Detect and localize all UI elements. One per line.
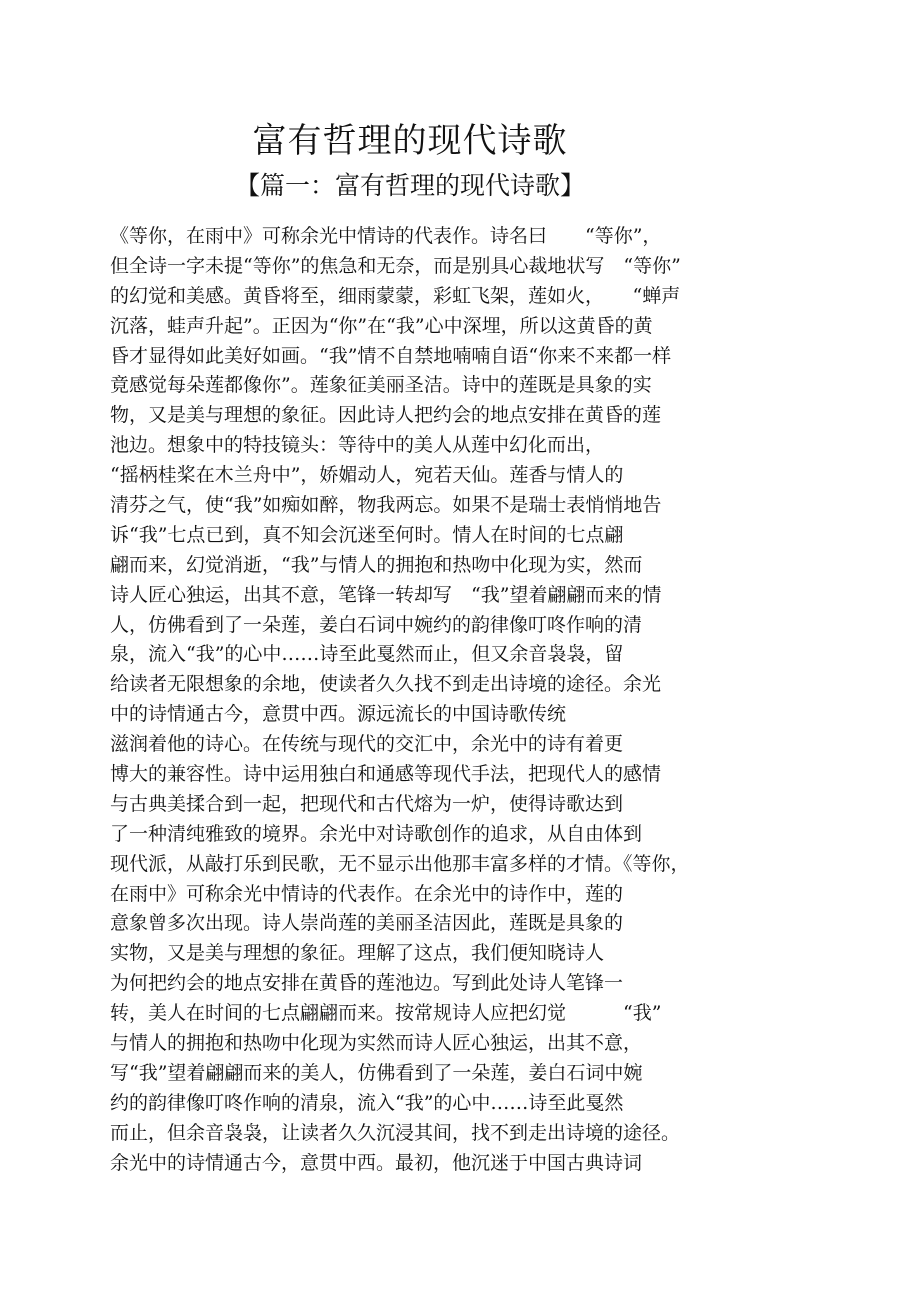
text-line: 滋润着他的诗心。在传统与现代的交汇中，余光中的诗有着更 bbox=[110, 733, 624, 756]
text-line: 了一种清纯雅致的境界。余光中对诗歌创作的追求，从自由体到 bbox=[110, 822, 643, 845]
text-line: 的幻觉和美感。黄昏将至，细雨蒙蒙，彩虹飞架，莲如火， “蝉声 bbox=[110, 284, 681, 307]
text-line: 而止，但余音袅袅，让读者久久沉浸其间，找不到走出诗境的途径。 bbox=[110, 1121, 681, 1144]
page-title: 富有哲理的现代诗歌 bbox=[252, 121, 568, 161]
text-line: 与古典美揉合到一起，把现代和古代熔为一炉，使得诗歌达到 bbox=[110, 792, 624, 815]
text-line: 诉“我”七点已到，真不知会沉迷至何时。情人在时间的七点翩 bbox=[110, 523, 624, 546]
text-line: “摇柄桂桨在木兰舟中”，娇媚动人，宛若天仙。莲香与情人的 bbox=[110, 464, 624, 487]
text-line: 现代派，从敲打乐到民歌，无不显示出他那丰富多样的才情。《等你， bbox=[110, 852, 690, 875]
text-line: 沉落，蛙声升起”。正因为“你”在“我”心中深埋，所以这黄昏的黄 bbox=[110, 314, 653, 337]
text-line: 竟感觉每朵莲都像你”。莲象征美丽圣洁。诗中的莲既是具象的实 bbox=[110, 374, 652, 397]
section-heading: 【篇一：富有哲理的现代诗歌】 bbox=[234, 171, 585, 200]
text-line: 意象曾多次出现。诗人崇尚莲的美丽圣洁因此，莲既是具象的 bbox=[110, 912, 624, 935]
text-line: 但全诗一字未提“等你”的焦急和无奈，而是别具心裁地状写 “等你” bbox=[110, 254, 681, 277]
text-line: 昏才显得如此美好如画。“我”情不自禁地喃喃自语“你来不来都一样 bbox=[110, 344, 672, 367]
text-line: 清芬之气，使“我”如痴如醉，物我两忘。如果不是瑞士表悄悄地告 bbox=[110, 494, 662, 517]
text-line: 翩而来，幻觉消逝，“我”与情人的拥抱和热吻中化现为实，然而 bbox=[110, 553, 643, 576]
text-line: 转，美人在时间的七点翩翩而来。按常规诗人应把幻觉 “我” bbox=[110, 1002, 662, 1025]
body-text bbox=[110, 222, 750, 1179]
text-line: 给读者无限想象的余地，使读者久久找不到走出诗境的途径。余光 bbox=[110, 673, 662, 696]
text-line: 为何把约会的地点安排在黄昏的莲池边。写到此处诗人笔锋一 bbox=[110, 972, 624, 995]
text-line: 泉，流入“我”的心中……诗至此戛然而止，但又余音袅袅，留 bbox=[110, 643, 624, 666]
text-line: 写“我”望着翩翩而来的美人，仿佛看到了一朵莲，姜白石词中婉 bbox=[110, 1061, 643, 1084]
text-line: 诗人匠心独运，出其不意，笔锋一转却写 “我”望着翩翩而来的情 bbox=[110, 583, 662, 606]
text-line: 《等你，在雨中》可称余光中情诗的代表作。诗名曰 “等你”， bbox=[110, 225, 662, 247]
text-line: 人，仿佛看到了一朵莲，姜白石词中婉约的韵律像叮咚作响的清 bbox=[110, 613, 643, 636]
text-line: 物，又是美与理想的象征。因此诗人把约会的地点安排在黄昏的莲 bbox=[110, 404, 662, 427]
text-line: 池边。想象中的特技镜头：等待中的美人从莲中幻化而出， bbox=[110, 434, 605, 457]
text-line: 在雨中》可称余光中情诗的代表作。在余光中的诗作中，莲的 bbox=[110, 882, 624, 905]
text-line: 博大的兼容性。诗中运用独白和通感等现代手法，把现代人的感情 bbox=[110, 763, 662, 786]
text-line: 约的韵律像叮咚作响的清泉，流入“我”的心中……诗至此戛然 bbox=[110, 1091, 624, 1114]
text-line: 中的诗情通古今，意贯中西。源远流长的中国诗歌传统 bbox=[110, 703, 567, 726]
text-line: 与情人的拥抱和热吻中化现为实然而诗人匠心独运，出其不意， bbox=[110, 1032, 643, 1055]
text-line: 实物，又是美与理想的象征。理解了这点，我们便知晓诗人 bbox=[110, 942, 605, 965]
text-line: 余光中的诗情通古今，意贯中西。最初，他沉迷于中国古典诗词 bbox=[110, 1151, 643, 1174]
